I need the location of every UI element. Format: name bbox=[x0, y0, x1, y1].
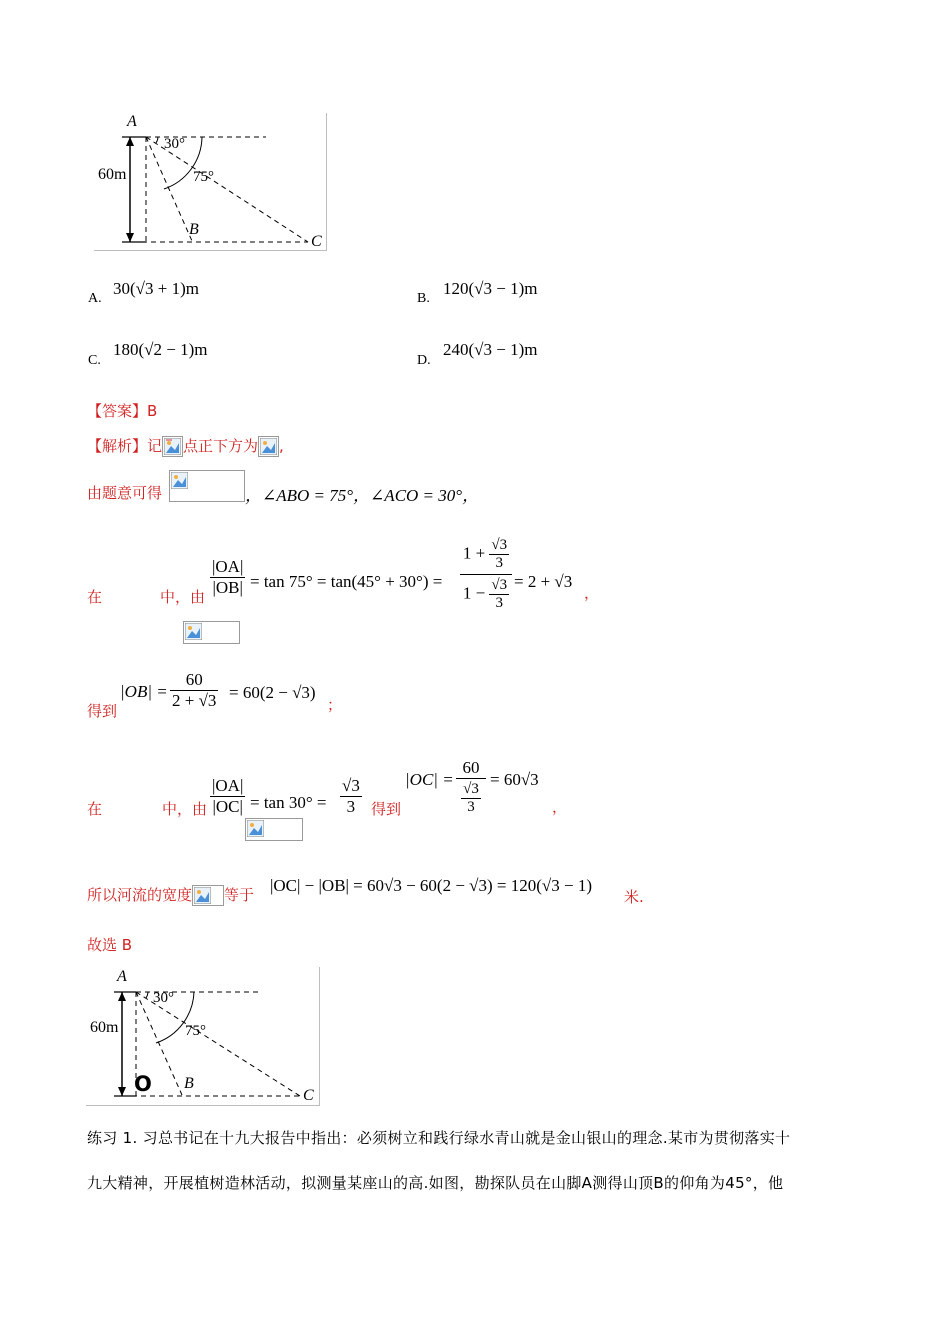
broken-image-icon bbox=[258, 436, 279, 457]
analysis-line3-tail: ， bbox=[584, 584, 600, 602]
point-a-label: A bbox=[117, 968, 127, 985]
analysis-line-1 bbox=[87, 435, 284, 457]
analysis-line2-text: 由题意可得 bbox=[87, 484, 163, 502]
figure-top bbox=[94, 113, 327, 251]
frac-oa-2: |OA| bbox=[212, 776, 244, 795]
broken-image-icon bbox=[162, 436, 183, 457]
tan75-result: = 2 + √3 bbox=[514, 572, 573, 591]
point-o-label: O bbox=[134, 1072, 152, 1096]
option-d-letter: D. bbox=[417, 353, 431, 368]
analysis-intro-2: 点正下方为 bbox=[183, 437, 259, 455]
broken-image-placeholder bbox=[192, 885, 224, 906]
ob-rhs: = 60(2 − √3) bbox=[229, 683, 316, 702]
exercise-line-2: 九大精神，开展植树造林活动，拟测量某座山的高.如图，勘探队员在山脚A测得山顶B的仰角为45°，他 bbox=[87, 1174, 784, 1192]
ob-fraction bbox=[170, 670, 218, 711]
analysis-line3-in: 在 bbox=[87, 588, 103, 606]
oc-lhs: |OC| = bbox=[405, 770, 454, 789]
analysis-line6-text: 所以河流的宽度 bbox=[87, 886, 193, 904]
analysis-line5-tail: ， bbox=[552, 798, 568, 816]
figure-bottom bbox=[86, 967, 320, 1106]
option-b-expr: 120(√3 − 1)m bbox=[443, 279, 538, 298]
broken-image-placeholder bbox=[245, 818, 303, 841]
option-b-letter: B. bbox=[417, 291, 430, 306]
ob-frac-num: 60 bbox=[170, 670, 218, 691]
conclusion: 故选 B bbox=[87, 936, 133, 954]
answer-label: 【答案】 bbox=[87, 402, 148, 420]
option-c-expr: 180(√2 − 1)m bbox=[113, 340, 208, 359]
point-a-label: A bbox=[127, 113, 137, 130]
oc-frac-num: 60 bbox=[456, 758, 486, 779]
sqrt3-over-3 bbox=[340, 776, 362, 817]
angle-75-label: 75° bbox=[185, 1023, 206, 1039]
oc-frac-den-den: 3 bbox=[467, 799, 475, 815]
ob-lhs: |OB| = bbox=[120, 682, 168, 701]
tan30-eq: = tan 30° = bbox=[250, 793, 327, 812]
height-label: 60m bbox=[90, 1019, 119, 1036]
ob-frac-den: 2 + √3 bbox=[172, 691, 217, 710]
big-num-b: √3 bbox=[491, 537, 508, 553]
big-den-a: 1 − bbox=[462, 583, 486, 603]
big-num-a: 1 + bbox=[462, 543, 486, 563]
analysis-line2-angles: ，∠ABO = 75°，∠ACO = 30°， bbox=[245, 486, 480, 505]
analysis-line5-in: 在 bbox=[87, 800, 103, 818]
analysis-label: 【解析】 bbox=[87, 437, 148, 455]
frac-oc: |OC| bbox=[212, 797, 243, 816]
height-label: 60m bbox=[98, 166, 127, 183]
ratio-oa-ob bbox=[210, 557, 245, 598]
option-d-expr: 240(√3 − 1)m bbox=[443, 340, 538, 359]
exercise-line-1: 练习 1. 习总书记在十九大报告中指出：必须树立和践行绿水青山就是金山银山的理念.某市为贯彻落实十 bbox=[87, 1129, 791, 1147]
analysis-line5-get: 得到 bbox=[371, 800, 402, 818]
big-den-c: 3 bbox=[495, 595, 504, 611]
analysis-line4-text: 得到 bbox=[87, 702, 118, 720]
tan75-expansion: = tan 75° = tan(45° + 30°) = bbox=[250, 572, 443, 591]
point-b-label: B bbox=[184, 1075, 194, 1092]
option-a-expr: 30(√3 + 1)m bbox=[113, 279, 199, 298]
answer-value: B bbox=[147, 402, 158, 420]
point-b-label: B bbox=[189, 221, 199, 238]
big-den-b: √3 bbox=[491, 577, 508, 593]
broken-image-placeholder bbox=[169, 470, 245, 502]
angle-30-label: 30° bbox=[164, 136, 185, 152]
analysis-intro-1: 记 bbox=[147, 437, 163, 455]
analysis-line5-zhong: 中，由 bbox=[162, 800, 208, 818]
point-c-label: C bbox=[303, 1087, 314, 1104]
broken-image-placeholder bbox=[183, 621, 240, 644]
angle-75-label: 75° bbox=[193, 169, 214, 185]
oc-rhs: = 60√3 bbox=[490, 770, 539, 789]
point-c-label: C bbox=[311, 233, 322, 250]
analysis-line-6 bbox=[87, 884, 254, 906]
analysis-line-2 bbox=[87, 482, 162, 503]
sqrt3-num: √3 bbox=[342, 776, 360, 795]
analysis-line4-tail: ； bbox=[327, 696, 343, 714]
option-c-letter: C. bbox=[88, 353, 101, 368]
oc-fraction bbox=[456, 758, 486, 816]
analysis-intro-3: , bbox=[279, 437, 284, 455]
answer-line bbox=[87, 400, 157, 421]
analysis-line3-zhong: 中，由 bbox=[160, 588, 206, 606]
big-fraction bbox=[460, 537, 512, 612]
frac-ob: |OB| bbox=[212, 578, 243, 597]
option-a-letter: A. bbox=[88, 291, 102, 306]
angle-30-label: 30° bbox=[153, 990, 174, 1006]
frac-oa: |OA| bbox=[212, 557, 244, 576]
analysis-line6-unit: 米. bbox=[624, 888, 644, 906]
oc-frac-den-num: √3 bbox=[463, 781, 479, 797]
width-result: |OC| − |OB| = 60√3 − 60(2 − √3) = 120(√3 − 1) bbox=[270, 876, 593, 895]
analysis-line6-eq-text: 等于 bbox=[224, 886, 255, 904]
big-num-c: 3 bbox=[495, 555, 504, 571]
three-den: 3 bbox=[346, 797, 356, 816]
ratio-oa-oc bbox=[210, 776, 245, 817]
